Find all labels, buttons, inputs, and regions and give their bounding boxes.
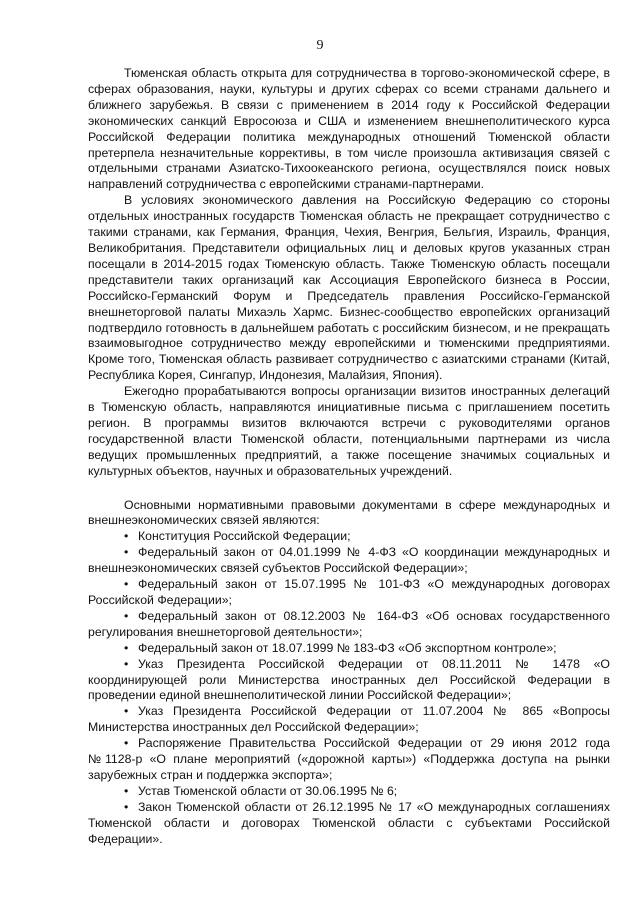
list-item-text: Федеральный закон от 04.01.1999 № 4-ФЗ «О координации международных и внешнеэкономических связей субъектов Российской Федерации»; — [88, 545, 610, 576]
legal-documents-list — [88, 529, 610, 847]
list-item — [88, 545, 610, 577]
bullet-icon: • — [124, 545, 129, 560]
document-body — [88, 66, 610, 848]
list-item — [88, 577, 610, 609]
paragraph-legal-documents-intro: Основными нормативными правовыми документами в сфере международных и внешнеэкономических связей являются: — [88, 497, 610, 528]
bullet-icon: • — [124, 704, 129, 719]
list-item-text: Федеральный закон от 08.12.2003 № 164-ФЗ «Об основах государственного регулирования внешнеторговой деятельности»; — [88, 608, 610, 639]
list-item-text: Закон Тюменской области от 26.12.1995 № 17 «О международных соглашениях Тюменской области и договорах Тюменской области с субъектами Российской Федерации». — [88, 799, 610, 846]
bullet-icon: • — [124, 799, 129, 814]
bullet-icon: • — [124, 640, 129, 655]
list-item-text: Указ Президента Российской Федерации от 11.07.2004 № 865 «Вопросы Министерства иностранных дел Российской Федерации»; — [88, 704, 610, 735]
bullet-icon: • — [124, 783, 129, 798]
list-item — [88, 609, 610, 641]
list-item — [88, 704, 610, 736]
list-item-text: Устав Тюменской области от 30.06.1995 № 6; — [138, 783, 398, 798]
paragraph-economic-pressure: В условиях экономического давления на Российскую Федерацию со стороны отдельных иностранных государств Тюменская область не прекращает сотрудничество с такими странами, как Германия, Франция, Чехия, Венгрия, Бельгия, Израиль, Франция, Великобритания. Представители официальных лиц и деловых кругов указанных стран посещали в 2014-2015 годах Тюменскую область. Также Тюменскую область посещали представители таких организаций как Ассоциация Европейского бизнеса в России, Российско-Германский Форум и Председатель правления Российско-Германской внешнеторговой палаты Михаэль Хармс. Бизнес-сообщество европейских организаций подтвердило готовность в дальнейшем работать с российским бизнесом, и не прекращать взаимовыгодное сотрудничество между европейскими и тюменскими предприятиями. Кроме того, Тюменская область развивает сотрудничество с азиатскими странами (Китай, Республика Корея, Сингапур, Индонезия, Малайзия, Япония). — [88, 193, 610, 383]
list-item — [88, 784, 610, 800]
list-item — [88, 736, 610, 784]
bullet-icon: • — [124, 608, 129, 623]
list-item — [88, 641, 610, 657]
paragraph-delegation-visits: Ежегодно прорабатываются вопросы организации визитов иностранных делегаций в Тюменскую область, направляются инициативные письма с приглашением посетить регион. В программы визитов включаются встречи с руководителями органов государственной власти Тюменской области, потенциальными партнерами из числа ведущих промышленных предприятий, а также посещение значимых социальных и культурных объектов, научных и образовательных учреждений. — [88, 384, 610, 478]
page-number: 9 — [316, 38, 324, 53]
list-item-text: Федеральный закон от 18.07.1999 № 183-ФЗ «Об экспортном контроле»; — [138, 640, 557, 655]
list-item-text: Распоряжение Правительства Российской Федерации от 29 июня 2012 года №1128-р «О плане мероприятий («дорожной карты») «Поддержка доступа на рынки зарубежных стран и поддержка экспорта»; — [88, 736, 610, 782]
list-item-text: Федеральный закон от 15.07.1995 № 101-ФЗ «О международных договорах Российской Федерации»; — [88, 577, 610, 607]
list-item — [88, 800, 610, 848]
list-item — [88, 529, 610, 545]
list-item-text: Конституция Российской Федерации; — [138, 529, 351, 544]
list-item-text: Указ Президента Российской Федерации от 08.11.2011 № 1478 «О координирующей роли Министерства иностранных дел Российской Федерации в проведении единой внешнеполитической линии Российской Федерации»; — [88, 656, 610, 703]
list-item — [88, 657, 610, 705]
paragraph-open-cooperation: Тюменская область открыта для сотрудничества в торгово-экономической сфере, в сферах образования, науки, культуры и других сферах со всеми странами дальнего и ближнего зарубежья. В связи с применением в 2014 году к Российской Федерации экономических санкций Евросоюза и США и изменением внешнеполитического курса Российской Федерации политика международных отношений Тюменской области претерпела незначительные коррективы, в том числе произошла активизация связей с отдельными странами Азиатско-Тихоокеанского региона, осуществлялся поиск новых направлений сотрудничества с европейскими странами-партнерами. — [88, 66, 610, 192]
bullet-icon: • — [124, 529, 129, 544]
bullet-icon: • — [124, 656, 129, 671]
bullet-icon: • — [124, 736, 129, 751]
bullet-icon: • — [124, 577, 129, 592]
